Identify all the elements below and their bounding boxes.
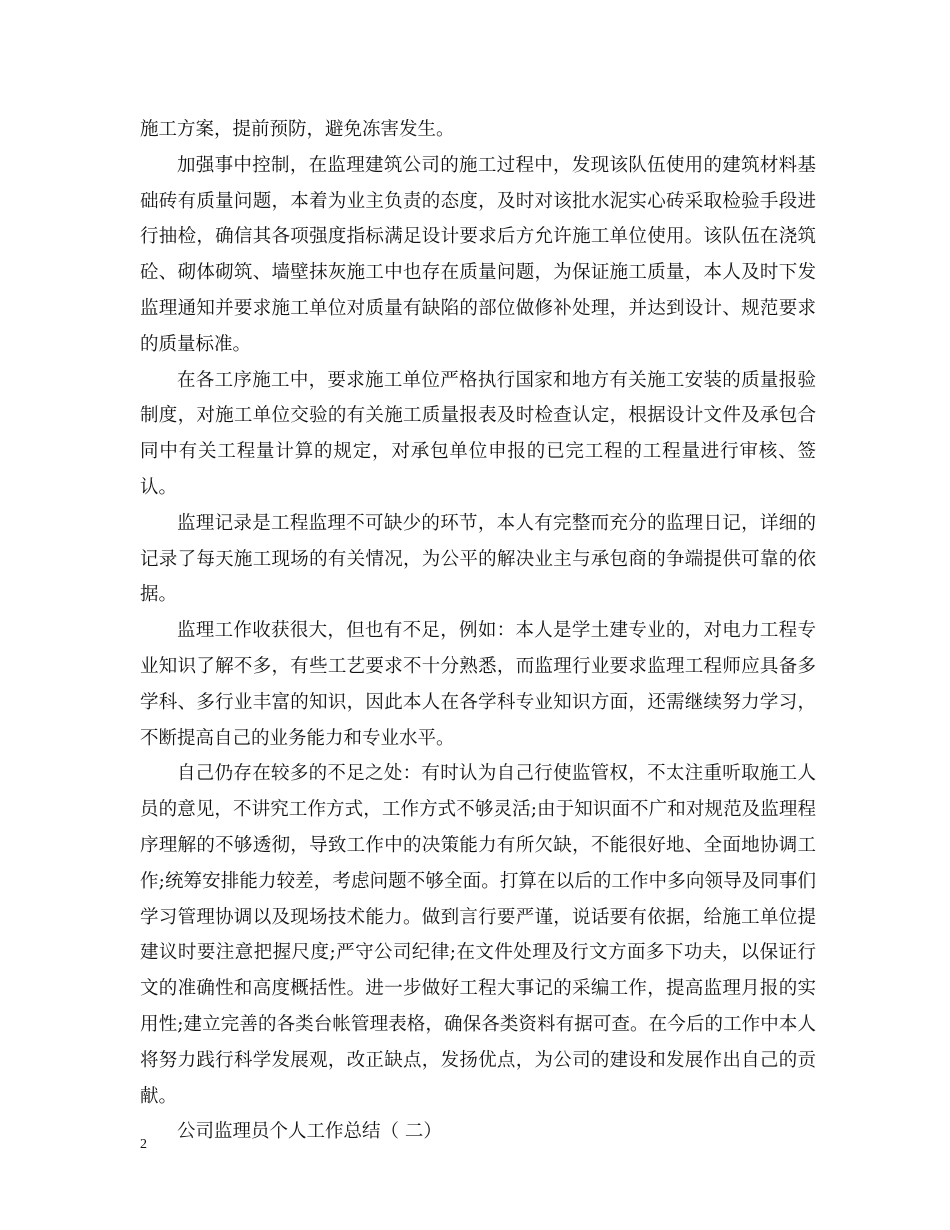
document-body [140,112,816,1150]
paragraph-continuation: 施工方案，提前预防，避免冻害发生。 [140,119,455,140]
paragraph-process-control: 加强事中控制，在监理建筑公司的施工过程中，发现该队伍使用的建筑材料基础砖有质量问题，本着为业主负责的态度，及时对该批水泥实心砖采取检验手段进行抽检，确信其各项强度指标满足设计要求后方允许施工单位使用。该队伍在浇筑砼、砌体砌筑、墙壁抹灰施工中也存在质量问题，为保证施工质量，本人及时下发监理通知并要求施工单位对质量有缺陷的部位做修补处理，并达到设计、规范要求的质量标准。 [140,154,816,355]
page-number: 2 [140,1137,147,1152]
paragraph-gains-and-shortcomings: 监理工作收获很大，但也有不足，例如：本人是学土建专业的，对电力工程专业知识了解不多，有些工艺要求不十分熟悉，而监理行业要求监理工程师应具备多学科、多行业丰富的知识，因此本人在各学科专业知识方面，还需继续努力学习，不断提高自己的业务能力和专业水平。 [140,620,816,749]
paragraph-self-improvement: 自己仍存在较多的不足之处：有时认为自己行使监管权，不太注重听取施工人员的意见，不讲究工作方式，工作方式不够灵活;由于知识面不广和对规范及监理程序理解的不够透彻，导致工作中的决策能力有所欠缺，不能很好地、全面地协调工作;统筹安排能力较差，考虑问题不够全面。打算在以后的工作中多向领导及同事们学习管理协调以及现场技术能力。做到言行要严谨，说话要有依据，给施工单位提建议时要注意把握尺度;严守公司纪律;在文件处理及行文方面多下功夫，以保证行文的准确性和高度概括性。进一步做好工程大事记的采编工作，提高监理月报的实用性;建立完善的各类台帐管理表格，确保各类资料有据可查。在今后的工作中本人将努力践行科学发展观，改正缺点，发扬优点，为公司的建设和发展作出自己的贡献。 [140,763,816,1107]
paragraph-quality-inspection: 在各工序施工中，要求施工单位严格执行国家和地方有关施工安装的质量报验制度，对施工单位交验的有关施工质量报表及时检查认定，根据设计文件及承包合同中有关工程量计算的规定，对承包单位申报的已完工程的工程量进行审核、签认。 [140,369,816,498]
paragraph-supervision-records: 监理记录是工程监理不可缺少的环节，本人有完整而充分的监理日记，详细的记录了每天施工现场的有关情况，为公平的解决业主与承包商的争端提供可靠的依据。 [140,512,816,606]
section-heading: 公司监理员个人工作总结（ 二） [177,1121,442,1143]
